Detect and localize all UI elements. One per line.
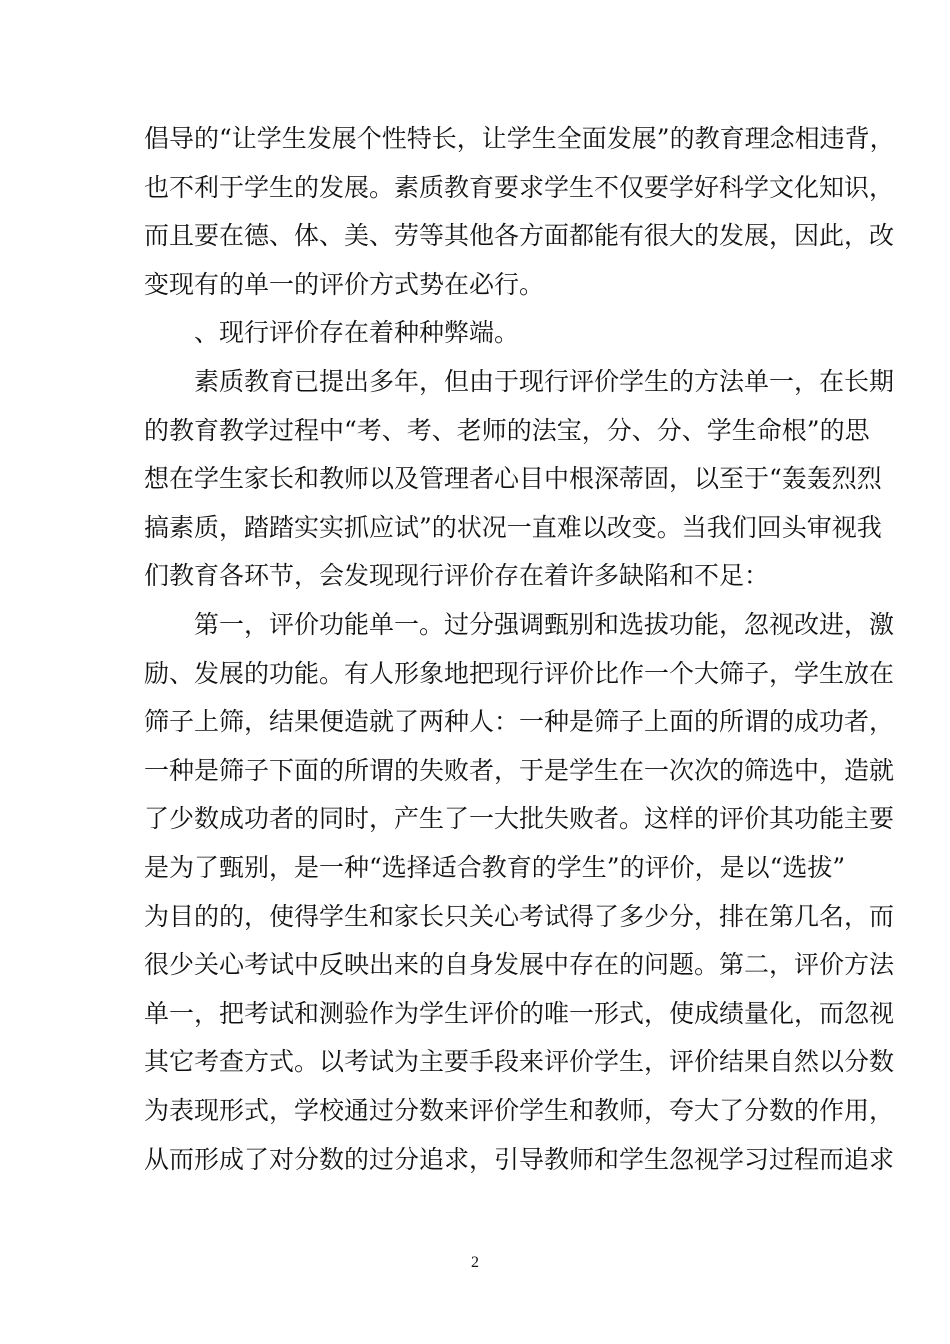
- page-number: 2: [471, 1254, 479, 1271]
- text-line: 励、发展的功能。有人形象地把现行评价比作一个大筛子，学生放在: [144, 659, 895, 688]
- text-line: 很少关心考试中反映出来的自身发展中存在的问题。第二，评价方法: [144, 950, 895, 979]
- text-line: 其它考查方式。以考试为主要手段来评价学生，评价结果自然以分数: [144, 1047, 895, 1076]
- text-line: 也不利于学生的发展。素质教育要求学生不仅要学好科学文化知识，: [144, 173, 895, 202]
- text-line: 为目的的，使得学生和家长只关心考试得了多少分，排在第几名，而: [144, 902, 895, 931]
- section-heading: 、现行评价存在着种种弊端。: [194, 318, 520, 347]
- text-line: 筛子上筛，结果便造就了两种人：一种是筛子上面的所谓的成功者，: [144, 707, 895, 736]
- text-line: 倡导的“让学生发展个性特长，让学生全面发展”的教育理念相违背，: [144, 124, 895, 153]
- text-line: 的教育教学过程中“考、考、老师的法宝，分、分、学生命根”的思: [144, 416, 870, 445]
- text-line: 一种是筛子下面的所谓的失败者，于是学生在一次次的筛选中，造就: [144, 756, 895, 785]
- text-line: 从而形成了对分数的过分追求，引导教师和学生忽视学习过程而追求: [144, 1145, 895, 1174]
- text-line: 了少数成功者的同时，产生了一大批失败者。这样的评价其功能主要: [144, 804, 895, 833]
- text-line: 想在学生家长和教师以及管理者心目中根深蒂固，以至于“轰轰烈烈: [144, 464, 882, 493]
- text-line: 是为了甄别，是一种“选择适合教育的学生”的评价，是以“选拔”: [144, 853, 846, 882]
- text-line: 单一，把考试和测验作为学生评价的唯一形式，使成绩量化，而忽视: [144, 999, 895, 1028]
- text-line: 搞素质，踏踏实实抓应试”的状况一直难以改变。当我们回头审视我: [144, 513, 882, 542]
- text-line: 第一，评价功能单一。过分强调甄别和选拔功能，忽视改进，激: [194, 610, 895, 639]
- text-line: 素质教育已提出多年，但由于现行评价学生的方法单一，在长期: [194, 367, 895, 396]
- text-line: 而且要在德、体、美、劳等其他各方面都能有很大的发展，因此，改: [144, 221, 895, 250]
- text-line: 为表现形式，学校通过分数来评价学生和教师，夸大了分数的作用，: [144, 1096, 895, 1125]
- text-line: 变现有的单一的评价方式势在必行。: [144, 270, 545, 299]
- text-line: 们教育各环节，会发现现行评价存在着许多缺陷和不足：: [144, 561, 770, 590]
